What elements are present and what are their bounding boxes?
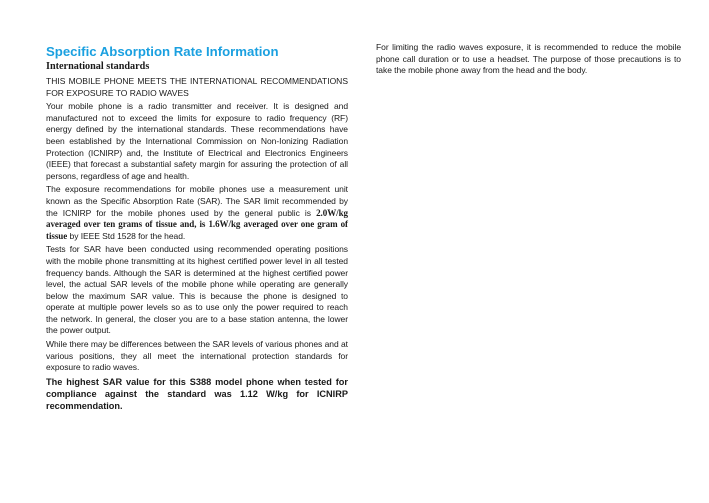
sar-differences-paragraph: While there may be differences between the SAR levels of various phones and at various positions, they all meet the international protection standards for exposure to radio waves. <box>46 339 348 373</box>
sar-limit-emphasis: 2.0W/kg averaged over ten grams of tissue and, is 1.6W/kg averaged over one gram of tissue <box>46 207 348 241</box>
sar-limit-paragraph <box>46 184 348 242</box>
compliance-statement: THIS MOBILE PHONE MEETS THE INTERNATIONAL RECOMMENDATIONS FOR EXPOSURE TO RADIO WAVES <box>46 76 348 98</box>
sar-tests-paragraph: Tests for SAR have been conducted using recommended operating positions with the mobile phone transmitting at its highest certified power level in all tested frequency bands. Although the SAR is determined at the highest certified power level, the actual SAR levels of the mobile phone while operating are generally below the maximum SAR value. This is because the phone is designed to operate at multiple power levels so as to use only the power required to reach the network. In general, the closer you are to a base station antenna, the lower the power output. <box>46 244 348 336</box>
highest-sar-value-paragraph: The highest SAR value for this S388 model phone when tested for compliance against the standard was 1.12 W/kg for ICNIRP recommendation. <box>46 376 348 411</box>
section-subheading: International standards <box>46 61 150 72</box>
sar-limit-text-c: by IEEE Std 1528 for the head. <box>67 230 186 241</box>
intro-paragraph: Your mobile phone is a radio transmitter and receiver. It is designed and manufactured not to exceed the limits for exposure to radio frequency (RF) energy defined by the international standards. These recommendations have been established by the International Commission on Non-Ionizing Radiation Protection (ICNIRP) and, the Institute of Electrical and Electronics Engineers (IEEE) that forecast a substantial safety margin for assuring the protection of all persons, regardless of age and health. <box>46 101 348 181</box>
left-column <box>46 43 348 412</box>
right-column <box>376 42 681 79</box>
sar-limit-text-a: The exposure recommendations for mobile phones use a measurement unit known as the Specific Absorption Rate (SAR). The SAR limit recommended by the ICNIRP for the mobile phones used by the general public is <box>46 184 348 218</box>
exposure-limiting-paragraph: For limiting the radio waves exposure, it is recommended to reduce the mobile phone call duration or to use a headset. The purpose of those precautions is to take the mobile phone away from the head and the body. <box>376 42 681 76</box>
page-title: Specific Absorption Rate Information <box>46 44 279 59</box>
